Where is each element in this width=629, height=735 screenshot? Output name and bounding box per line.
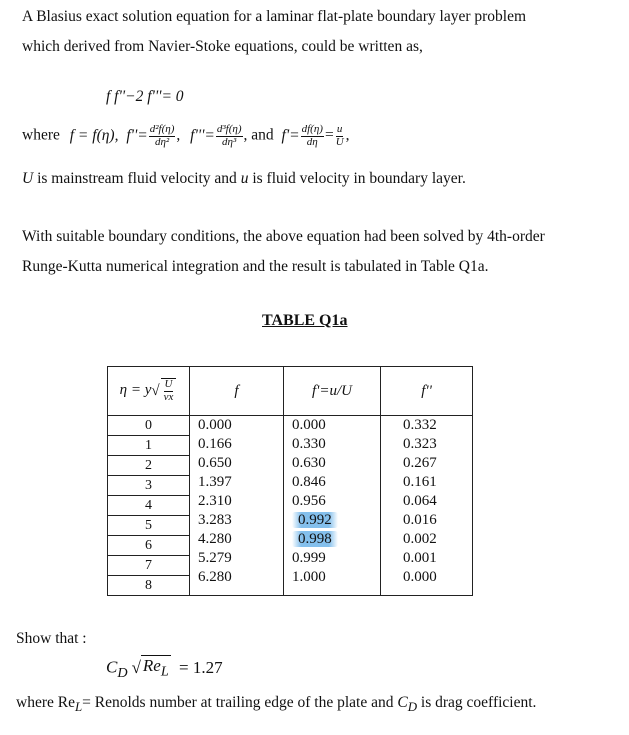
footer-text-2: = Renolds number at trailing edge of the plate and [82,694,398,711]
footer-line [16,694,536,715]
definitions-tail: , [345,126,350,144]
velocity-note-text-1: is mainstream fluid velocity and [33,170,241,187]
target-equation [106,655,223,682]
fppp-label: f'''= [190,126,215,144]
sqrt-symbol: √ $Re_L$ [131,656,169,680]
fppp-numerator: d³f(η) [216,123,242,135]
f-cell: 3.283 [198,512,232,528]
f-cell: 0.650 [198,455,232,471]
f-cell: 6.280 [198,569,232,585]
fp-cell: 0.000 [292,417,326,433]
fp-header: f'=u/U [284,367,381,416]
fp-cell: 0.630 [292,455,326,471]
f-cell: 2.310 [198,493,232,509]
footer-cd-symbol: C [397,694,408,711]
intro-line-1: A Blasius exact solution equation for a laminar flat-plate boundary layer problem [22,8,527,25]
and-label: , and [243,126,274,144]
table-body-row [108,416,473,596]
table-caption: TABLE Q1a [262,312,348,329]
fpp-cell: 0.323 [403,436,437,452]
fpp-cell: 0.000 [403,569,437,585]
fp-cell: 0.330 [292,436,326,452]
velocity-note-text-2: is fluid velocity in boundary layer. [248,170,466,187]
velocity-ratio-denominator: U [335,135,344,148]
drag-coefficient-symbol: C [106,657,118,677]
fpp-cell: 0.016 [403,512,437,528]
fp-cell: 0.846 [292,474,326,490]
eta-cell: 7 [108,555,189,575]
reynolds-subscript: L [160,663,169,680]
fpp-label: f''= [126,126,148,144]
fpp-cell: 0.332 [403,417,437,433]
velocity-note [22,170,466,188]
show-that-label: Show that : [16,630,87,647]
fp-denominator: dη [306,135,318,148]
f-cell: 0.000 [198,417,232,433]
fppp-fraction [216,124,243,148]
reynolds-symbol: Re [142,656,161,675]
eta-header-denominator: vx [163,391,174,403]
velocity-ratio [335,124,345,148]
definitions-line: where f = f(η), f''= $\frac{\text{d²f(η)}}{\text{dη²}}$ , f'''= $\frac{\text{d³f(η)}}{\text{dη³}}$ , and f'= $\frac{df(\eta)}{d\eta}$ = $\frac{u}{U}$ , [22,123,350,148]
eta-cell: 2 [108,455,189,475]
eta-column [108,416,190,596]
eta-header-numerator: U [164,378,173,391]
eta-cell: 1 [108,435,189,455]
fp-cell: 0.956 [292,493,326,509]
fpp-cell: 0.002 [403,531,437,547]
f-cell: 0.166 [198,436,232,452]
blasius-table [107,366,473,596]
f-cell: 1.397 [198,474,232,490]
fp-cell: 0.999 [292,550,326,566]
f-cell: 5.279 [198,550,232,566]
fpp-cell: 0.064 [403,493,437,509]
fppp-denominator: dη³ [222,135,237,148]
fp-cell-highlighted: 0.998 [284,530,380,549]
fpp-cell: 0.001 [403,550,437,566]
fpp-column [381,416,473,596]
fpp-cell: 0.267 [403,455,437,471]
f-column [190,416,284,596]
fpp-denominator: dη² [154,135,170,148]
f-header: f [190,367,284,416]
eta-cell: 6 [108,535,189,555]
eta-cell: 0 [145,418,152,433]
fp-numerator: df(η) [301,123,323,135]
drag-coefficient-subscript: D [117,665,128,682]
footer-text-3: is drag coefficient. [420,694,537,711]
fpp-header: f'' [381,367,473,416]
conditions-line-2: Runge-Kutta numerical integration and the result is tabulated in Table Q1a. [22,258,489,275]
equals-sign: = [324,126,334,144]
fpp-fraction [149,124,176,148]
f-definition: f = f(η), [69,126,119,144]
fpp-numerator: d²f(η) [149,123,175,135]
footer-cd-subscript: D [407,699,418,715]
velocity-ratio-numerator: u [336,123,343,135]
table-header-row [108,367,473,416]
blasius-equation: f f''−2 f'''= 0 [106,88,184,105]
eta-cell: 8 [108,575,189,595]
fp-label: f'= [281,126,300,144]
fp-column [284,416,381,596]
intro-line-2: which derived from Navier-Stoke equations, could be written as, [22,38,423,55]
fp-fraction [301,124,324,148]
conditions-line-1: With suitable boundary conditions, the above equation had been solved by 4th-order [22,228,545,245]
footer-subscript: L [74,699,83,715]
eta-header [108,367,190,416]
mainstream-symbol: U [22,170,34,187]
eta-cell: 5 [108,515,189,535]
eta-header-lhs: η = y [119,382,152,399]
target-value: = 1.27 [178,657,223,677]
footer-text-1: where Re [16,694,75,711]
fluid-velocity-symbol: u [240,170,249,187]
f-cell: 4.280 [198,531,232,547]
where-label: where [22,126,60,144]
fpp-cell: 0.161 [403,474,437,490]
fp-cell: 1.000 [292,569,326,585]
eta-cell: 4 [108,495,189,515]
fp-cell-highlighted: 0.992 [284,511,380,530]
sqrt-symbol: √ $\frac{U}{vx}$ [151,378,177,403]
eta-cell: 3 [108,475,189,495]
